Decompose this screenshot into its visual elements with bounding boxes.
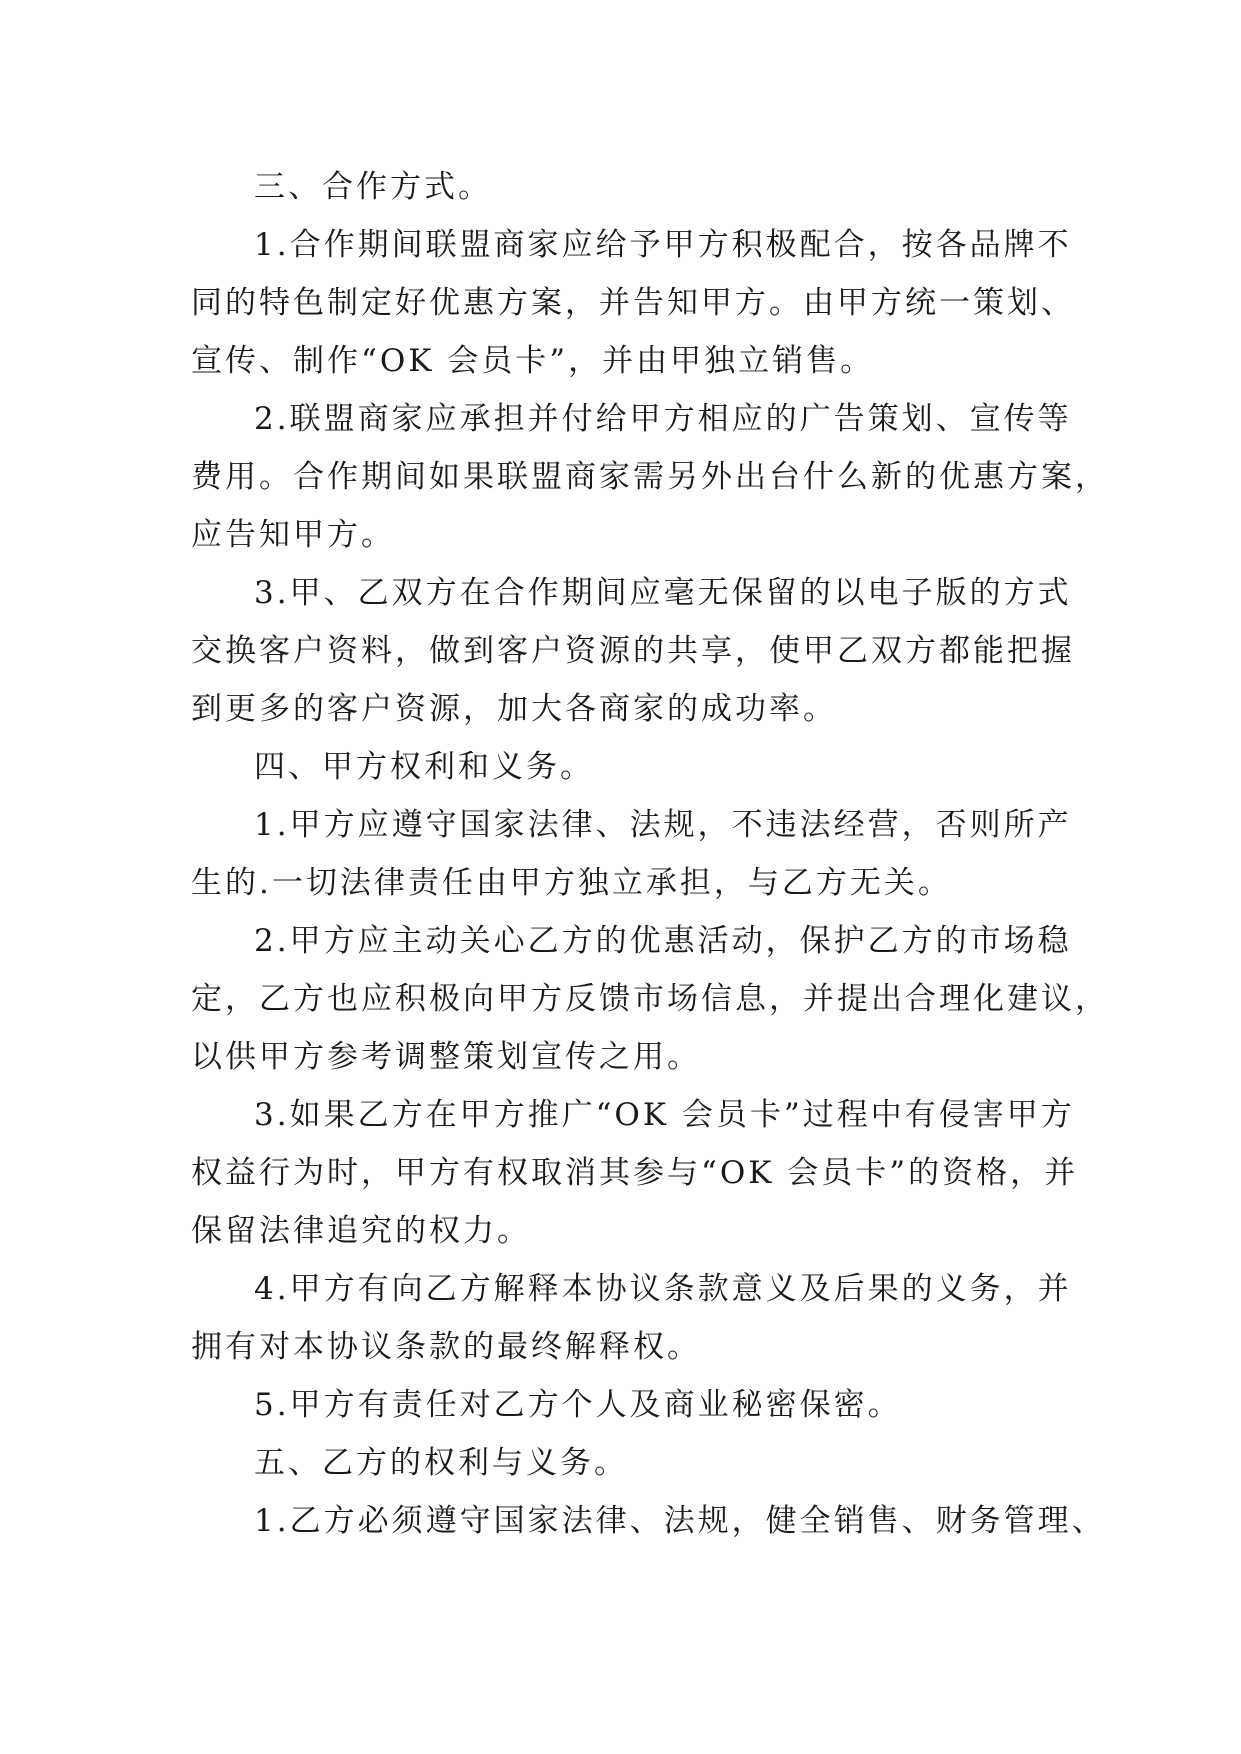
paragraph-line: 权益行为时，甲方有权取消其参与“OK 会员卡”的资格，并 — [191, 1155, 1079, 1191]
paragraph-line: 应告知甲方。 — [191, 517, 395, 553]
paragraph-line: 以供甲方参考调整策划宣传之用。 — [191, 1039, 701, 1075]
paragraph-line: 4.甲方有向乙方解释本协议条款意义及后果的义务，并 — [254, 1271, 1072, 1307]
paragraph-line: 生的.一切法律责任由甲方独立承担，与乙方无关。 — [191, 865, 952, 901]
paragraph-line: 3.甲、乙双方在合作期间应毫无保留的以电子版的方式 — [254, 575, 1072, 611]
paragraph-line: 费用。合作期间如果联盟商家需另外出台什么新的优惠方案， — [191, 459, 1109, 495]
paragraph-line: 保留法律追究的权力。 — [191, 1213, 531, 1249]
paragraph-line: 拥有对本协议条款的最终解释权。 — [191, 1329, 701, 1365]
section-heading-cooperation-method: 三、合作方式。 — [254, 169, 492, 205]
section-heading-party-b-rights: 五、乙方的权利与义务。 — [254, 1445, 628, 1481]
paragraph-line: 定，乙方也应积极向甲方反馈市场信息，并提出合理化建议， — [191, 981, 1109, 1017]
paragraph-line: 1.甲方应遵守国家法律、法规，不违法经营，否则所产 — [254, 807, 1072, 843]
paragraph-line: 2.联盟商家应承担并付给甲方相应的广告策划、宣传等 — [254, 401, 1072, 437]
paragraph-line: 5.甲方有责任对乙方个人及商业秘密保密。 — [254, 1387, 902, 1423]
paragraph-line: 同的特色制定好优惠方案，并告知甲方。由甲方统一策划、 — [191, 285, 1075, 321]
section-heading-party-a-rights: 四、甲方权利和义务。 — [254, 749, 594, 785]
paragraph-line: 2.甲方应主动关心乙方的优惠活动，保护乙方的市场稳 — [254, 923, 1072, 959]
paragraph-line: 1.乙方必须遵守国家法律、法规，健全销售、财务管理、 — [254, 1503, 1106, 1539]
paragraph-line: 1.合作期间联盟商家应给予甲方积极配合，按各品牌不 — [254, 227, 1072, 263]
paragraph-line: 宣传、制作“OK 会员卡”，并由甲独立销售。 — [191, 343, 875, 379]
paragraph-line: 3.如果乙方在甲方推广“OK 会员卡”过程中有侵害甲方 — [254, 1097, 1075, 1133]
paragraph-line: 到更多的客户资源，加大各商家的成功率。 — [191, 691, 837, 727]
paragraph-line: 交换客户资料，做到客户资源的共享，使甲乙双方都能把握 — [191, 633, 1075, 669]
